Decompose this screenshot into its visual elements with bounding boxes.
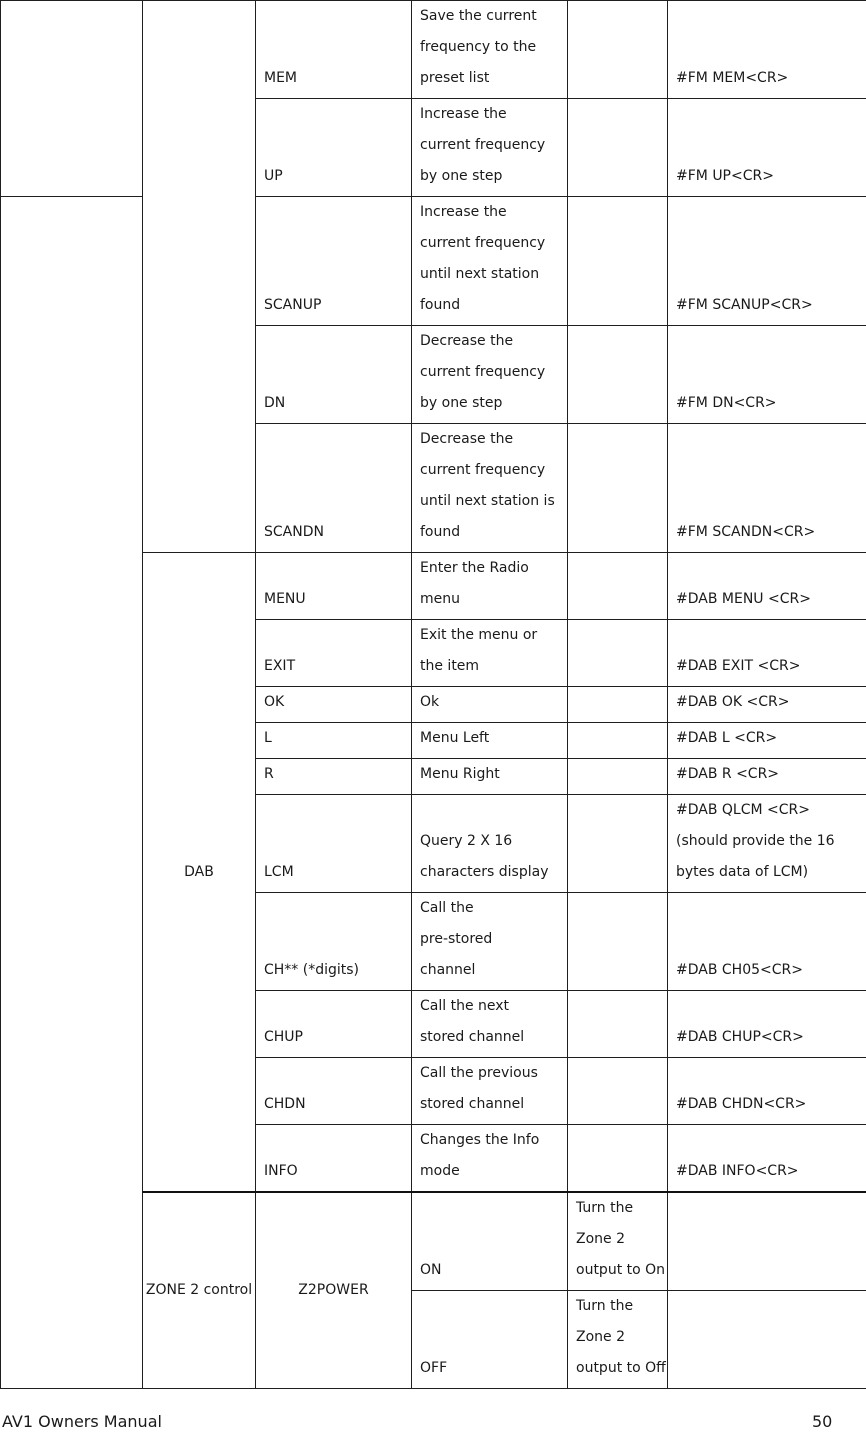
empty-cell [568, 1, 668, 99]
example-cell: #DAB MENU <CR> [668, 553, 866, 620]
command-cell: OFF [412, 1291, 568, 1389]
command-cell: DN [256, 326, 412, 424]
description-cell: Menu Right [412, 759, 568, 795]
empty-cell [568, 687, 668, 723]
empty-cell [568, 893, 668, 991]
empty-cell [568, 620, 668, 687]
description-cell: Decrease the current frequency until next station is found [412, 424, 568, 553]
table-row [1, 197, 866, 326]
command-cell: CHDN [256, 1058, 412, 1125]
group-cell [143, 1, 256, 99]
category-cell-zone2: ZONE 2 control [143, 1192, 256, 1389]
example-cell: #DAB QLCM <CR> (should provide the 16 bytes data of LCM) [668, 795, 866, 893]
command-cell: L [256, 723, 412, 759]
example-cell: #FM SCANDN<CR> [668, 424, 866, 553]
group-cell-z2power: Z2POWER [256, 1192, 412, 1389]
manual-title: AV1 Owners Manual [2, 1412, 162, 1431]
category-cell [1, 197, 143, 1389]
example-cell: #FM DN<CR> [668, 326, 866, 424]
description-cell: Save the current frequency to the preset list [412, 1, 568, 99]
group-cell [143, 197, 256, 326]
empty-cell [568, 759, 668, 795]
empty-cell [568, 1125, 668, 1193]
empty-cell [568, 326, 668, 424]
page-number: 50 [812, 1412, 833, 1431]
empty-cell [568, 99, 668, 197]
command-cell: UP [256, 99, 412, 197]
example-cell: #DAB CHDN<CR> [668, 1058, 866, 1125]
group-cell [143, 424, 256, 553]
group-cell [143, 99, 256, 197]
description-cell: Turn the Zone 2 output to On [568, 1192, 668, 1291]
description-cell: Menu Left [412, 723, 568, 759]
command-cell: SCANDN [256, 424, 412, 553]
empty-cell [568, 424, 668, 553]
example-cell: #FM UP<CR> [668, 99, 866, 197]
description-cell: Ok [412, 687, 568, 723]
table-row [1, 99, 866, 197]
example-cell: #DAB INFO<CR> [668, 1125, 866, 1193]
command-cell: OK [256, 687, 412, 723]
empty-cell [568, 723, 668, 759]
table-row [1, 1, 866, 99]
category-cell [1, 1, 143, 99]
example-cell: #FM SCANUP<CR> [668, 197, 866, 326]
empty-cell [668, 1192, 866, 1291]
description-cell: Call the previous stored channel [412, 1058, 568, 1125]
empty-cell [568, 197, 668, 326]
example-cell: #FM MEM<CR> [668, 1, 866, 99]
command-cell: EXIT [256, 620, 412, 687]
description-cell: Enter the Radio menu [412, 553, 568, 620]
description-cell: Decrease the current frequency by one step [412, 326, 568, 424]
description-cell: Turn the Zone 2 output to Off [568, 1291, 668, 1389]
example-cell: #DAB L <CR> [668, 723, 866, 759]
command-cell: INFO [256, 1125, 412, 1193]
example-cell: #DAB EXIT <CR> [668, 620, 866, 687]
empty-cell [568, 1058, 668, 1125]
command-cell: SCANUP [256, 197, 412, 326]
command-cell: R [256, 759, 412, 795]
description-cell: Increase the current frequency by one step [412, 99, 568, 197]
empty-cell [668, 1291, 866, 1389]
command-cell: ON [412, 1192, 568, 1291]
command-cell: CH** (*digits) [256, 893, 412, 991]
command-cell: CHUP [256, 991, 412, 1058]
description-cell: Call the pre-stored channel [412, 893, 568, 991]
empty-cell [568, 991, 668, 1058]
example-cell: #DAB OK <CR> [668, 687, 866, 723]
description-cell: Call the next stored channel [412, 991, 568, 1058]
command-cell: LCM [256, 795, 412, 893]
description-cell: Exit the menu or the item [412, 620, 568, 687]
example-cell: #DAB CHUP<CR> [668, 991, 866, 1058]
command-cell: MEM [256, 1, 412, 99]
example-cell: #DAB CH05<CR> [668, 893, 866, 991]
example-cell: #DAB R <CR> [668, 759, 866, 795]
command-cell: MENU [256, 553, 412, 620]
description-cell: Increase the current frequency until next station found [412, 197, 568, 326]
description-cell: Query 2 X 16 characters display [412, 795, 568, 893]
group-cell [143, 326, 256, 424]
description-cell: Changes the Info mode [412, 1125, 568, 1193]
group-cell-dab: DAB [143, 553, 256, 1193]
category-cell [1, 99, 143, 197]
empty-cell [568, 795, 668, 893]
empty-cell [568, 553, 668, 620]
